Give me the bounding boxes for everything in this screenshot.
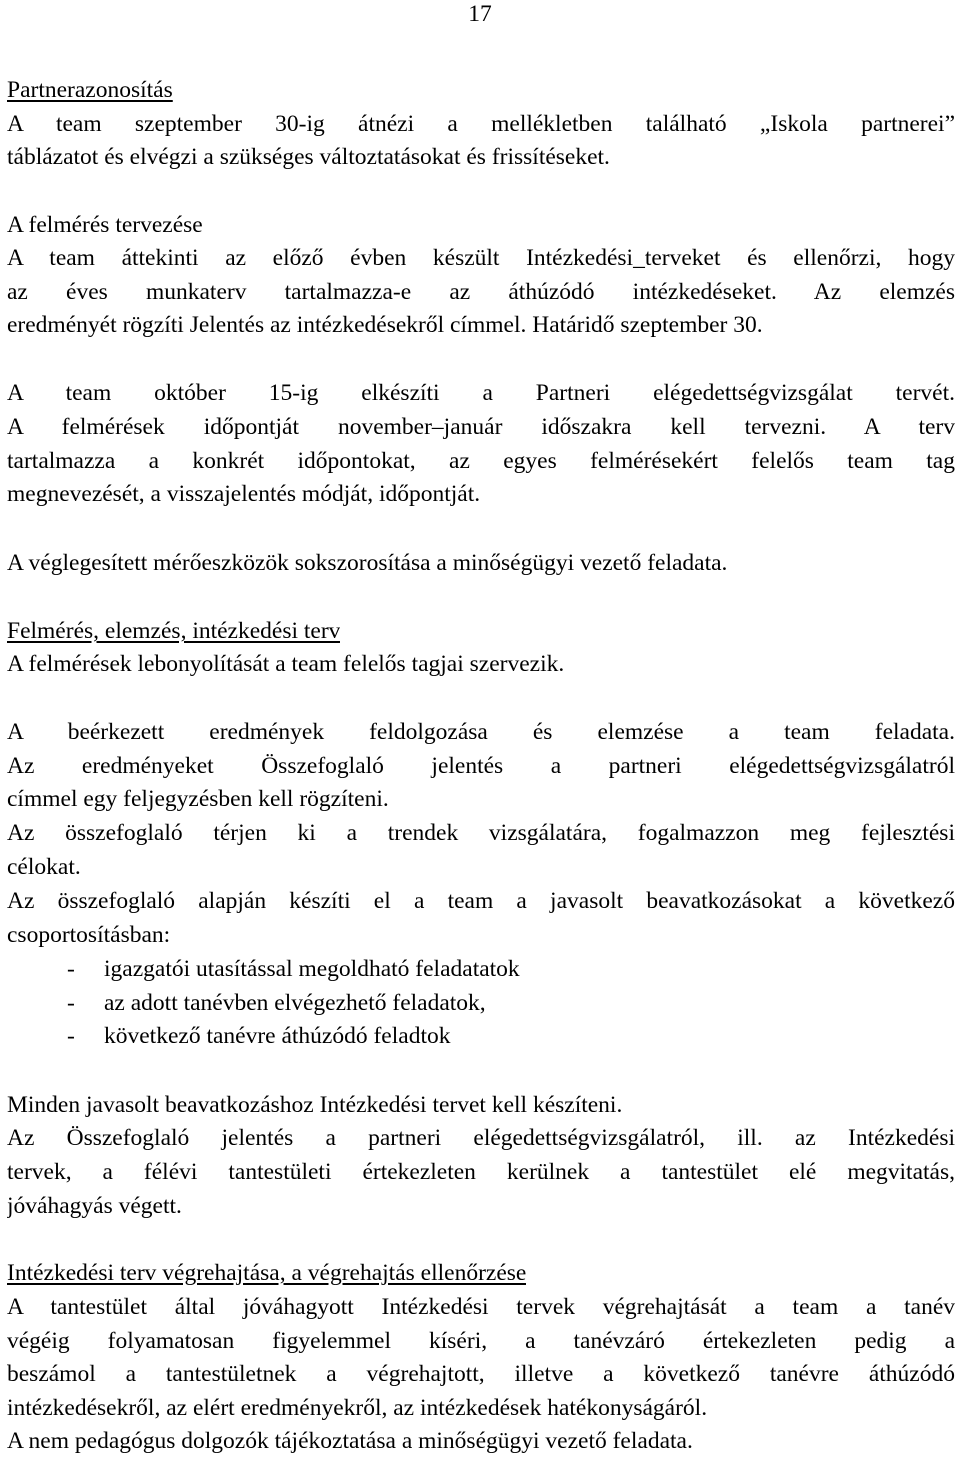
list-dash: - xyxy=(67,990,75,1016)
paragraph-line: A beérkezett eredmények feldolgozása és elemzése a team feladata. xyxy=(7,719,955,745)
paragraph-line: beszámol a tantestületnek a végrehajtott, illetve a következő tanévre áthúzódó xyxy=(7,1361,955,1387)
paragraph-line: A team október 15-ig elkészíti a Partneri elégedettségvizsgálat tervét. xyxy=(7,380,955,406)
list-item xyxy=(7,1019,955,1053)
paragraph-line: Az összefoglaló térjen ki a trendek vizsgálatára, fogalmazzon meg fejlesztési xyxy=(7,820,955,846)
section-heading-execution: Intézkedési terv végrehajtása, a végrehajtás ellenőrzése xyxy=(7,1260,527,1286)
paragraph-line: A team szeptember 30-ig átnézi a mellékletben található „Iskola partnerei” xyxy=(7,111,955,137)
paragraph-line: Az Összefoglaló jelentés a partneri elégedettségvizsgálatról, ill. az Intézkedési xyxy=(7,1125,955,1151)
paragraph-line: intézkedésekről, az elért eredményekről, az intézkedések hatékonyságáról. xyxy=(7,1395,708,1421)
paragraph-line: tartalmazza a konkrét időpontokat, az egyes felmérésekért felelős team tag xyxy=(7,448,955,474)
list-dash: - xyxy=(67,956,75,982)
list-dash: - xyxy=(67,1023,75,1049)
paragraph-line: megnevezését, a visszajelentés módját, időpontját. xyxy=(7,481,481,507)
list-item xyxy=(7,952,955,986)
section-heading-survey-analysis: Felmérés, elemzés, intézkedési terv xyxy=(7,618,341,644)
paragraph-line: A team áttekinti az előző évben készült Intézkedési_terveket és ellenőrzi, hogy xyxy=(7,245,955,271)
paragraph-line: táblázatot és elvégzi a szükséges változtatásokat és frissítéseket. xyxy=(7,144,610,170)
paragraph-line: A felmérések időpontját november–január időszakra kell tervezni. A terv xyxy=(7,414,955,440)
paragraph-line: Az eredményeket Összefoglaló jelentés a partneri elégedettségvizsgálatról xyxy=(7,753,955,779)
paragraph-line: az éves munkaterv tartalmazza-e az áthúzódó intézkedéseket. Az elemzés xyxy=(7,279,955,305)
paragraph-line: Az összefoglaló alapján készíti el a team a javasolt beavatkozásokat a következő xyxy=(7,888,955,914)
paragraph-line: címmel egy feljegyzésben kell rögzíteni. xyxy=(7,786,389,812)
paragraph-line: csoportosításban: xyxy=(7,922,171,948)
section-heading-partner-identification: Partnerazonosítás xyxy=(7,77,173,103)
list-item-text: az adott tanévben elvégezhető feladatok, xyxy=(104,990,486,1016)
paragraph-line: tervek, a félévi tantestületi értekezleten kerülnek a tantestület elé megvitatás, xyxy=(7,1159,955,1185)
list-item-text: következő tanévre áthúzódó feladtok xyxy=(104,1023,451,1049)
paragraph-line: jóváhagyás végett. xyxy=(7,1193,182,1219)
paragraph-line: A felmérések lebonyolítását a team felelős tagjai szervezik. xyxy=(7,651,565,677)
list-item-text: igazgatói utasítással megoldható feladatatok xyxy=(104,956,520,982)
paragraph-line: A nem pedagógus dolgozók tájékoztatása a minőségügyi vezető feladata. xyxy=(7,1428,693,1454)
paragraph-line: A tantestület által jóváhagyott Intézkedési tervek végrehajtását a team a tanév xyxy=(7,1294,955,1320)
section-heading-survey-planning: A felmérés tervezése xyxy=(7,212,203,238)
paragraph-line: eredményét rögzíti Jelentés az intézkedésekről címmel. Határidő szeptember 30. xyxy=(7,312,763,338)
page-number: 17 xyxy=(468,1,492,27)
paragraph-line: végéig folyamatosan figyelemmel kíséri, a tanévzáró értekezleten pedig a xyxy=(7,1328,955,1354)
paragraph-line: Minden javasolt beavatkozáshoz Intézkedési tervet kell készíteni. xyxy=(7,1092,623,1118)
paragraph-line: A véglegesített mérőeszközök sokszorosítása a minőségügyi vezető feladata. xyxy=(7,550,728,576)
list-item xyxy=(7,986,955,1020)
paragraph-line: célokat. xyxy=(7,854,81,880)
